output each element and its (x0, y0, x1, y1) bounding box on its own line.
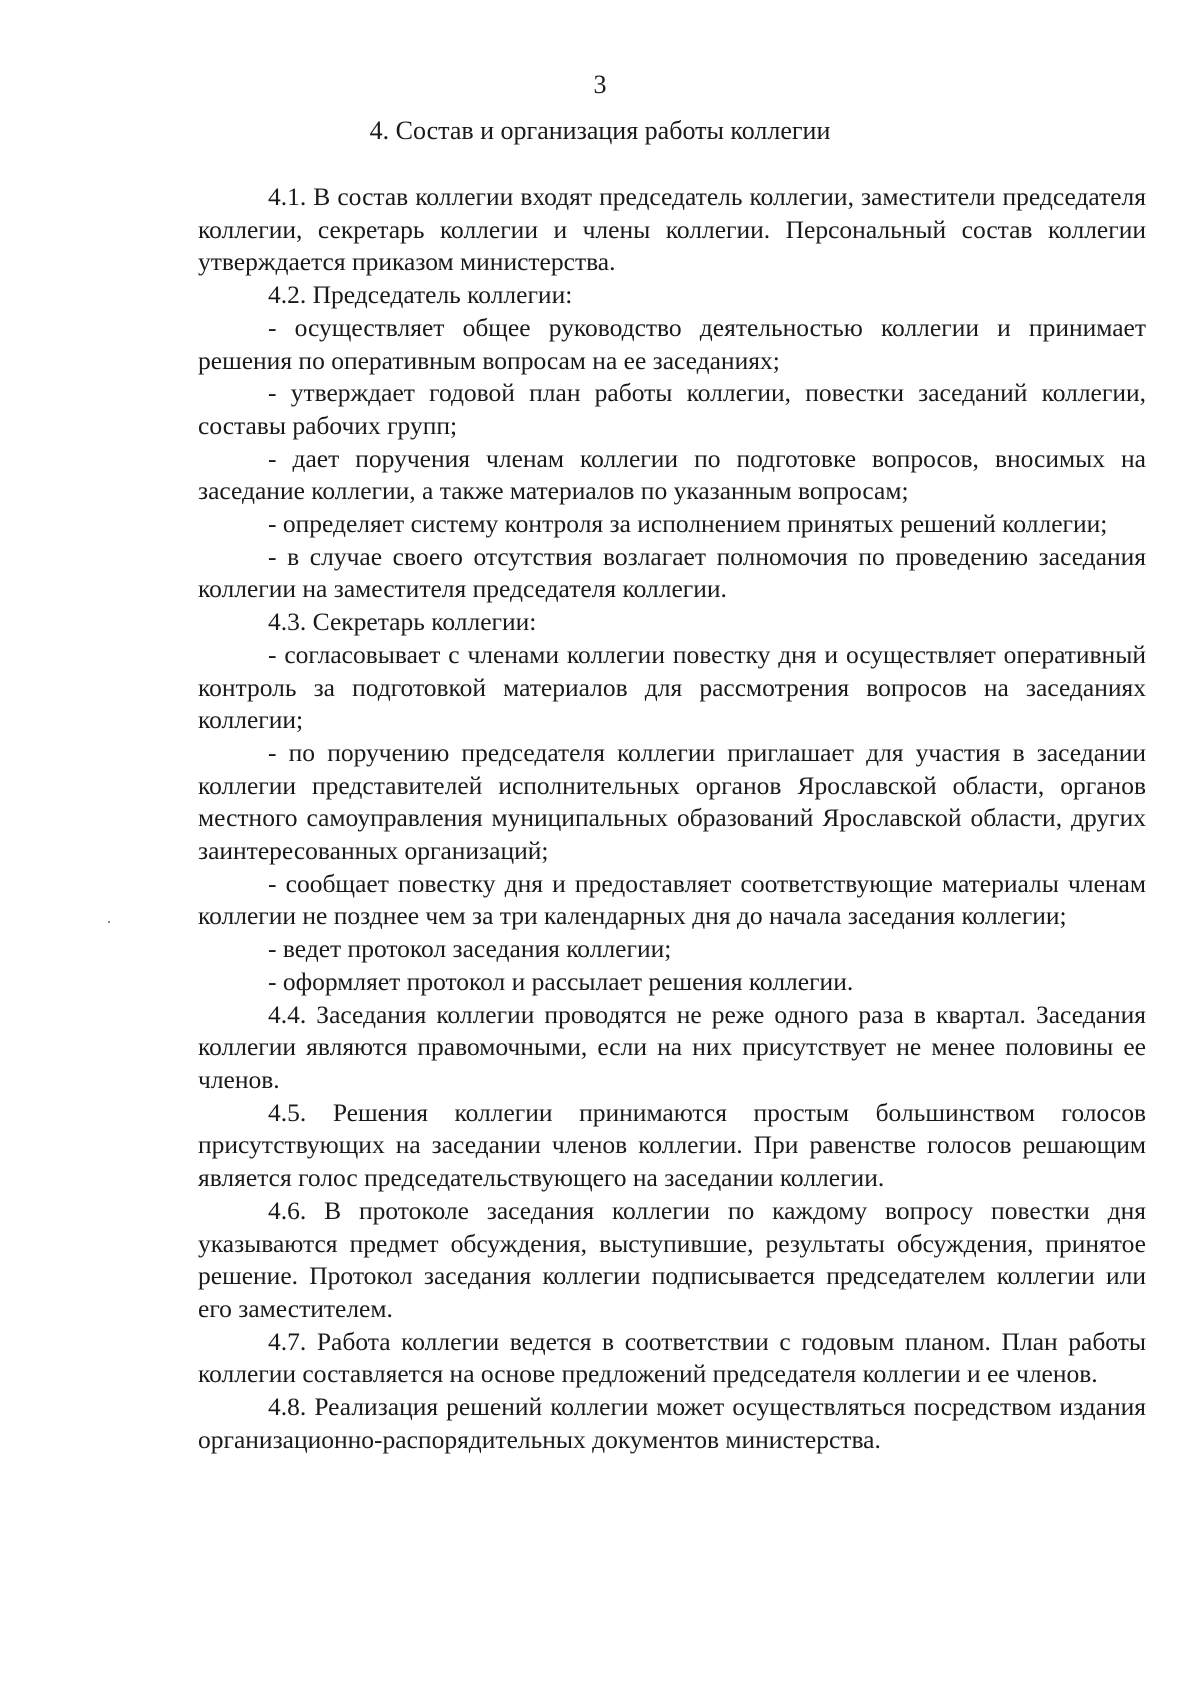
paragraph-4-5: 4.5. Решения коллегии принимаются простым большинством голосов присутствующих на заседании членов коллегии. При равенстве голосов решающим является голос председательствующего на заседании коллегии. (198, 1097, 1146, 1193)
paragraph-4-4: 4.4. Заседания коллегии проводятся не реже одного раза в квартал. Заседания коллегии являются правомочными, если на них присутствует не менее половины ее членов. (198, 999, 1146, 1094)
secretary-duty-agenda-control: - согласовывает с членами коллегии повестку дня и осуществляет оперативный контроль за подготовкой материалов для рассмотрения вопросов на заседаниях коллегии; (198, 639, 1146, 735)
chairman-duty-delegation: - в случае своего отсутствия возлагает полномочия по проведению заседания коллегии на заместителя председателя коллегии. (198, 541, 1146, 604)
paragraph-4-2: 4.2. Председатель коллегии: (268, 280, 573, 310)
secretary-duty-materials: - сообщает повестку дня и предоставляет соответствующие материалы членам коллегии не позднее чем за три календарных дня до начала заседания коллегии; (198, 868, 1146, 931)
paragraph-4-3: 4.3. Секретарь коллегии: (268, 607, 537, 637)
page-number: 3 (593, 70, 607, 99)
chairman-duty-general-management: - осуществляет общее руководство деятельностью коллегии и принимает решения по оперативным вопросам на ее заседаниях; (198, 312, 1146, 375)
chairman-duty-control-system: - определяет систему контроля за исполнением принятых решений коллегии; (268, 509, 1108, 539)
document-body (198, 181, 1146, 1456)
scan-artifact-dot (108, 921, 110, 923)
secretary-duty-distribution: - оформляет протокол и рассылает решения коллегии. (268, 966, 854, 996)
chairman-duty-assignments: - дает поручения членам коллегии по подготовке вопросов, вносимых на заседание коллегии, а также материалов по указанным вопросам; (198, 443, 1146, 506)
paragraph-4-7: 4.7. Работа коллегии ведется в соответствии с годовым планом. План работы коллегии составляется на основе предложений председателя коллегии и ее членов. (198, 1326, 1146, 1389)
chairman-duty-approve-plan: - утверждает годовой план работы коллегии, повестки заседаний коллегии, составы рабочих групп; (198, 378, 1146, 440)
paragraph-4-1: 4.1. В состав коллегии входят председатель коллегии, заместители председателя коллегии, секретарь коллегии и члены коллегии. Персональный состав коллегии утверждается приказом министерства. (198, 182, 1146, 277)
section-title: 4. Состав и организация работы коллегии (369, 116, 831, 145)
paragraph-4-6: 4.6. В протоколе заседания коллегии по каждому вопросу повестки дня указываются предмет обсуждения, выступившие, результаты обсуждения, принятое решение. Протокол заседания коллегии подписывается председателем коллегии или его заместителем. (198, 1195, 1146, 1323)
paragraph-4-8: 4.8. Реализация решений коллегии может осуществляться посредством издания организационно-распорядительных документов министерства. (198, 1392, 1146, 1454)
secretary-duty-invitations: - по поручению председателя коллегии приглашает для участия в заседании коллегии представителей исполнительных органов Ярославской области, органов местного самоуправления муниципальных образований Ярославской области, других заинтересованных организаций; (198, 737, 1146, 866)
secretary-duty-minutes: - ведет протокол заседания коллегии; (268, 934, 672, 964)
